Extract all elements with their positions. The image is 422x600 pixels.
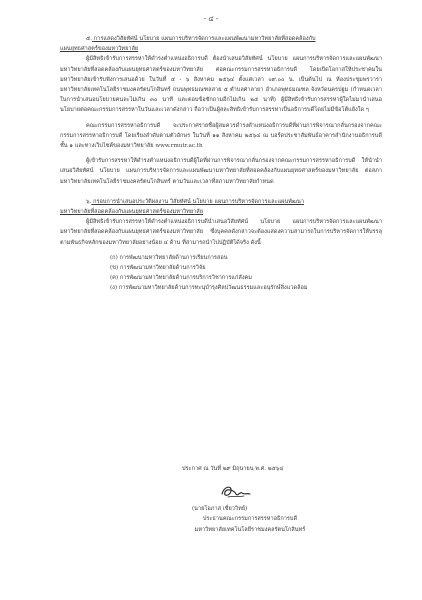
announcement-date: ประกาศ ณ วันที่ ๒๙ มิถุนายน พ.ศ. ๒๕๖๔: [182, 466, 284, 472]
signatory-name: (นายโอภาส เชี่ยววิทย์): [192, 506, 248, 513]
list-item: (ง) การพัฒนามหาวิทยาลัยด้านการทะนุบำรุงศิลปวัฒนธรรมและอนุรักษ์สิ่งแวดล้อม: [110, 285, 308, 292]
section-5-heading-line1: การแสดงวิสัยทัศน์ นโยบาย แผนการบริหารจัดการและแผนพัฒนามหาวิทยาลัยที่สอดคล้องกับ: [93, 36, 316, 42]
section-6-paragraph-1: ผู้มีสิทธิเข้ารับการสรรหาให้ดำรงตำแหน่งอธิการบดีนำเสนอวิสัยทัศน์ นโยบาย แผนการบริหารจัดการและแผนพัฒนามหาวิทยาลัยที่สอดคล้องกับแผนยุทธศาสตร์ของมหาวิทยาลัย ซึ่งบุคคลดังกล่าวจะต้องแสดงความสามารถในการบริหารจัดการให้บรรลุตามพันธกิจหลักของมหาวิทยาลัยอย่างน้อย ๔ ด้าน ที่สามารถนำไปปฏิบัติได้จริง ดังนี้: [60, 219, 382, 246]
list-item: (ก) การพัฒนามหาวิทยาลัยด้านการเรียนการสอน: [110, 254, 228, 261]
document-body: [60, 34, 382, 294]
development-areas-list: [60, 253, 382, 294]
section-6: [60, 197, 382, 294]
section-5-heading-line2: แผนยุทธศาสตร์ของมหาวิทยาลัย: [60, 46, 139, 53]
section-5-heading: [86, 34, 382, 44]
section-5-paragraph-1: ผู้มีสิทธิเข้ารับการสรรหาให้ดำรงตำแหน่งอธิการบดี ต้องนำเสนอวิสัยทัศน์ นโยบาย แผนการบริหารจัดการและแผนพัฒนามหาวิทยาลัยที่สอดคล้องกับแผนยุทธศาสตร์ของมหาวิทยาลัย ต่อคณะกรรมการสรรหาอธิการบดี โดยเปิดโอกาสให้ประชาคมในมหาวิทยาลัยเข้ารับฟังการเสนอด้วย ในวันที่ ๕ - ๖ สิงหาคม ๒๕๖๔ ตั้งแต่เวลา ๐๙.๐๐ น. เป็นต้นไป ณ ห้องประชุมพรวารา มหาวิทยาลัยเทคโนโลยีราชมงคลรัตนโกสินทร์ ถนนพุทธมณฑลสาย ๕ ตำบลศาลายา อำเภอพุทธมณฑล จังหวัดนครปฐม (กำหนดเวลาในการนำเสนอนโยบายคนละไม่เกิน ๓๐ นาที และตอบข้อซักถามอีกไม่เกิน ๒๕ นาที) ผู้มีสิทธิเข้ารับการสรรหาผู้ใดไม่มานำเสนอนโยบายต่อคณะกรรมการสรรหาในวันและเวลาดังกล่าว ถือว่าเป็นผู้สละสิทธิเข้ารับการสรรหาเป็นอธิการบดีโดยไม่มีข้อโต้แย้งใด ๆ: [60, 56, 382, 114]
section-5-number: ๕.: [86, 36, 93, 42]
section-6-number: ๖.: [86, 198, 92, 205]
section-6-heading-line2: มหาวิทยาลัยที่สอดคล้องกับแผนยุทธศาสตร์ของมหาวิทยาลัย: [60, 209, 203, 216]
section-5-paragraph-3: ผู้เข้ารับการสรรหาให้ดำรงตำแหน่งอธิการบดีผู้ใดที่ผ่านการพิจารณากลั่นกรองจากคณะกรรมการสรรหาอธิการบดี ให้นำนำเสนอวิสัยทัศน์ นโยบาย แผนการบริหารจัดการและแผนพัฒนามหาวิทยาลัยที่สอดคล้องกับแผนยุทธศาสตร์ของมหาวิทยาลัย ต่อสภามหาวิทยาลัยเทคโนโลยีราชมงคลรัตนโกสินทร์ ตามวันและเวลาที่สภามหาวิทยาลัยกำหนด: [60, 158, 382, 185]
signatory-title-line2: มหาวิทยาลัยเทคโนโลยีราชมงคลรัตนโกสินทร์: [194, 526, 306, 533]
list-item: (ข) การพัฒนามหาวิทยาลัยด้านการวิจัย: [110, 265, 206, 272]
section-5-paragraph-2: คณะกรรมการสรรหาอธิการบดี จะประกาศรายชื่อผู้สมควรดำรงตำแหน่งอธิการบดีที่ผ่านการพิจารณากลั่นกรองจากคณะกรรมการสรรหาอธิการบดี โดยเรียงลำดับตามตัวอักษร ในวันที่ ๑๑ สิงหาคม ๒๕๖๔ ณ บอร์ดประชาสัมพันธ์อาคารสำนักงานอธิการบดี ชั้น ๑ และทางเว็บไซต์ของมหาวิทยาลัย www.rmutr.ac.th: [60, 122, 382, 150]
list-item: (ค) การพัฒนามหาวิทยาลัยด้านการบริการวิชาการแก่สังคม: [110, 275, 252, 282]
page-number: - ๔ -: [203, 15, 219, 23]
handwritten-signature: [218, 482, 254, 502]
section-6-heading: [86, 197, 382, 207]
signatory-title-line1: ประธานคณะกรรมการสรรหาอธิการบดี: [202, 516, 298, 523]
signature-block: [150, 464, 350, 535]
section-5: [60, 34, 382, 187]
section-6-heading-line1: กรอบการนำเสนอประวัติผลงาน วิสัยทัศน์ นโยบาย แผนการบริหารจัดการและแผนพัฒนา: [93, 198, 304, 205]
